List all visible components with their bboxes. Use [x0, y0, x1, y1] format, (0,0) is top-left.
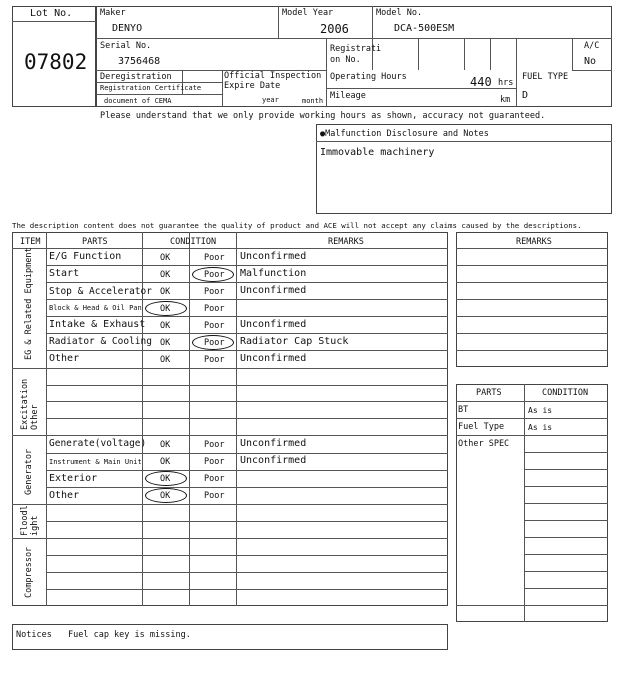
remark-text: Unconfirmed	[240, 455, 307, 466]
right-condition-value: As is	[528, 406, 553, 415]
ok-selected-mark	[145, 471, 187, 486]
part-label: Instrument & Main Unit	[49, 458, 142, 466]
deregistration-label: Deregistration	[100, 72, 172, 82]
poor-option: Poor	[204, 457, 225, 467]
ok-option: OK	[160, 287, 171, 297]
part-label: Start	[49, 268, 80, 279]
poor-option: Poor	[204, 304, 225, 314]
fuel-type-value: D	[522, 90, 529, 101]
remark-text: Unconfirmed	[240, 438, 307, 449]
registration-label: Registrati on No.	[330, 44, 382, 65]
malfunction-text: Immovable machinery	[320, 147, 435, 158]
operating-hours-value: 440	[470, 75, 492, 89]
remarks-header: REMARKS	[328, 237, 364, 247]
hrs-unit: hrs	[498, 78, 514, 88]
right-remarks-header: REMARKS	[516, 237, 552, 247]
serial-value: 3756468	[118, 56, 161, 67]
poor-option: Poor	[204, 253, 225, 263]
poor-option: Poor	[204, 287, 225, 297]
registration-certificate-label: Registration Certificate	[100, 84, 202, 92]
ok-option: OK	[160, 457, 171, 467]
part-label: Intake & Exhaust	[49, 319, 146, 330]
right-parts-header: PARTS	[476, 388, 502, 398]
poor-option: Poor	[204, 270, 225, 280]
ac-value: No	[584, 56, 597, 67]
notices-label: Notices	[16, 630, 52, 640]
lot-number: 07802	[24, 50, 88, 74]
cema-document-label: document of CEMA	[104, 97, 172, 105]
fuel-type-label: FUEL TYPE	[522, 72, 569, 82]
ok-option: OK	[160, 253, 171, 263]
serial-label: Serial No.	[100, 41, 152, 51]
hours-disclaimer: Please understand that we only provide working hours as shown, accuracy not guaranteed.	[100, 111, 546, 121]
ok-option: OK	[160, 355, 171, 365]
part-label: Other	[49, 353, 80, 364]
part-label: Generate(voltage)	[49, 438, 147, 449]
part-label: Exterior	[49, 473, 98, 484]
group-generator: Generator	[24, 448, 34, 495]
remark-text: Radiator Cap Stuck	[240, 336, 349, 347]
part-label: Radiator & Cooling	[49, 336, 152, 347]
lot-label: Lot No.	[30, 8, 73, 19]
ok-option: OK	[160, 304, 171, 314]
parts-header: PARTS	[82, 237, 108, 247]
model-no-label: Model No.	[376, 8, 423, 18]
month-label: month	[302, 97, 324, 105]
right-condition-value: As is	[528, 423, 553, 432]
group-eg-related-equipment: EG & Related Equipment	[24, 247, 34, 360]
group-floodlight: Floodl ight	[20, 505, 40, 536]
year-label: year	[262, 96, 279, 104]
operating-hours-label: Operating Hours	[330, 72, 407, 82]
maker-label: Maker	[100, 8, 126, 18]
right-part-label: Fuel Type	[458, 422, 505, 432]
poor-option: Poor	[204, 491, 225, 501]
km-unit: km	[500, 95, 511, 105]
ok-selected-mark	[145, 301, 187, 316]
right-part-label: BT	[458, 405, 469, 415]
remark-text: Unconfirmed	[240, 251, 307, 262]
ok-option: OK	[160, 491, 171, 501]
description-disclaimer: The description content does not guarantee the quality of product and ACE will not accept any claims caused by the descriptions.	[12, 221, 582, 230]
poor-selected-mark	[192, 335, 234, 350]
ok-option: OK	[160, 440, 171, 450]
notices-text: Fuel cap key is missing.	[68, 630, 191, 640]
model-no-value: DCA-500ESM	[394, 23, 455, 34]
poor-option: Poor	[204, 474, 225, 484]
poor-option: Poor	[204, 321, 225, 331]
remark-text: Unconfirmed	[240, 285, 307, 296]
remark-text: Unconfirmed	[240, 319, 307, 330]
poor-option: Poor	[204, 440, 225, 450]
right-condition-header: CONDITION	[542, 388, 589, 398]
model-year-value: 2006	[320, 22, 349, 36]
part-label: E/G Function	[49, 251, 122, 262]
ok-option: OK	[160, 321, 171, 331]
inspection-label: Official Inspection Expire Date	[224, 71, 322, 91]
ok-option: OK	[160, 270, 171, 280]
ok-option: OK	[160, 474, 171, 484]
poor-selected-mark	[192, 267, 234, 282]
poor-option: Poor	[204, 355, 225, 365]
maker-value: DENYO	[112, 23, 143, 34]
part-label: Block & Head & Oil Pan	[49, 304, 142, 312]
remark-text: Unconfirmed	[240, 353, 307, 364]
poor-option: Poor	[204, 338, 225, 348]
group-excitation-other: Excitation Other	[20, 378, 40, 430]
part-label: Other	[49, 490, 80, 501]
malfunction-title: ●Malfunction Disclosure and Notes	[320, 129, 489, 139]
right-part-label: Other SPEC	[458, 439, 510, 449]
part-label: Stop & Accelerator	[49, 286, 152, 297]
group-compressor: Compressor	[24, 546, 34, 598]
condition-header: CONDITION	[170, 237, 217, 247]
model-year-label: Model Year	[282, 8, 334, 18]
ok-selected-mark	[145, 488, 187, 503]
ok-option: OK	[160, 338, 171, 348]
mileage-label: Mileage	[330, 91, 366, 101]
remark-text: Malfunction	[240, 268, 307, 279]
ac-label: A/C	[584, 41, 600, 51]
item-header: ITEM	[20, 237, 41, 247]
